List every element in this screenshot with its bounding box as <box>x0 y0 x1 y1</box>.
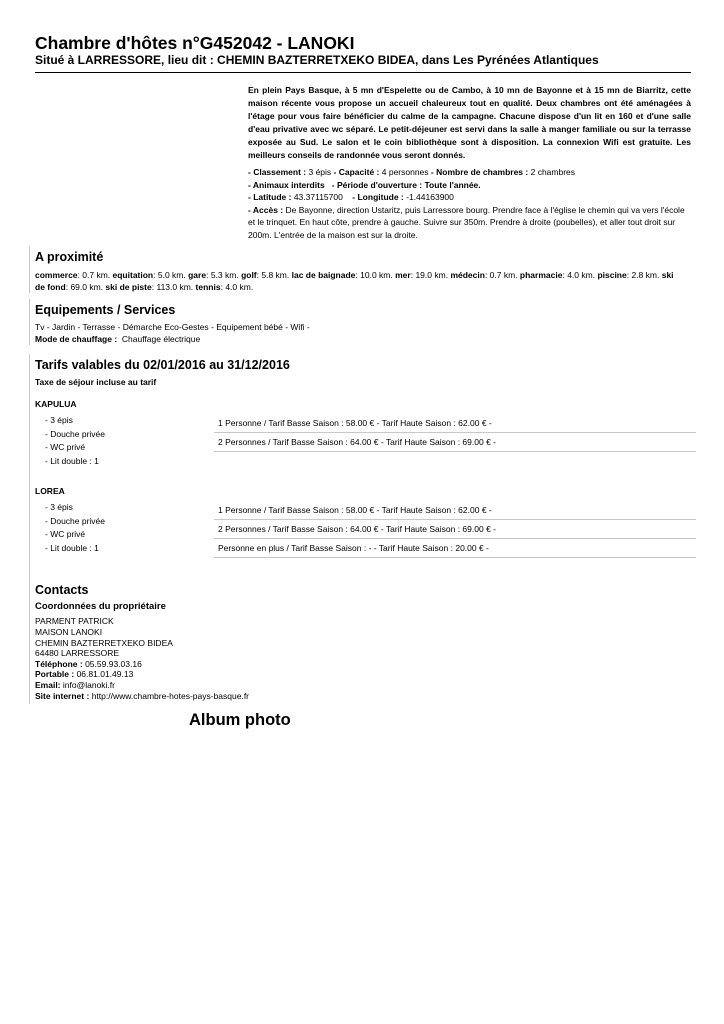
proximite-item-label: piscine <box>597 270 627 280</box>
tarifs-heading-mid: au <box>209 358 224 372</box>
proximite-item-value: 2.8 km. <box>631 270 660 280</box>
capacite-label: - Capacité : <box>333 167 380 177</box>
proximite-item-value: 0.7 km. <box>489 270 518 280</box>
owner-city: 64480 LARRESSORE <box>35 648 120 659</box>
latitude-label: - Latitude : <box>248 192 292 203</box>
price-row: 1 Personne / Tarif Basse Saison : 58.00 € - Tarif Haute Saison : 62.00 € - <box>214 501 696 520</box>
proximite-item: ski de piste: 113.0 km. <box>105 282 194 292</box>
proximite-list <box>35 269 675 293</box>
price-row: 2 Personnes / Tarif Basse Saison : 64.00 € - Tarif Haute Saison : 69.00 € - <box>214 520 696 539</box>
details-line-2 <box>248 179 691 192</box>
equipements-heading: Equipements / Services <box>35 303 176 317</box>
tarifs-section <box>29 354 697 589</box>
site-link[interactable]: http://www.chambre-hotes-pays-basque.fr <box>91 690 250 701</box>
proximite-section <box>29 246 675 293</box>
classement-label: - Classement : <box>248 167 307 177</box>
chauffage-value: Chauffage électrique <box>121 334 201 345</box>
details-line-4 <box>248 204 691 242</box>
room-name: LOREA <box>35 486 65 497</box>
details-line-3 <box>248 191 691 204</box>
proximite-item-value: 113.0 km. <box>156 282 194 292</box>
site-line <box>35 691 249 702</box>
details-line-1 <box>248 166 691 179</box>
proximite-item-label: pharmacie <box>519 270 563 280</box>
details-block <box>248 166 691 242</box>
description: En plein Pays Basque, à 5 mn d'Espelette ou de Cambo, à 10 mn de Bayonne et à 15 mn de Biarritz, cette maison récente vous propose un accueil chaleureux tout en qualité. Deux chambres ont été aménagées à l'étage pour vous faire bénéficier du calme de la campagne. Chacune dispose d'un lit en 160 et d'une salle d'eau privative avec wc séparé. Le petit-déjeuner est servi dans la salle à manger familiale ou sur la terrasse exposée au Sud. Le salon et le coin bibliothèque sont à disposition. La connexion Wifi est gratuite. Les meilleurs conseils de randonnée vous seront donnés. <box>248 85 691 160</box>
email-link[interactable]: info@lanoki.fr <box>62 679 115 690</box>
proximite-item-label: equitation <box>112 270 154 280</box>
room-kapulua <box>35 414 697 466</box>
album-heading: Album photo <box>189 711 291 729</box>
proximite-item: tennis: 4.0 km. <box>195 282 254 292</box>
equipements-list: Tv - Jardin - Terrasse - Démarche Eco-Gestes - Equipement bébé - Wifi - <box>35 322 310 332</box>
telephone-line <box>35 659 249 670</box>
room-feature: - Douche privée <box>45 515 205 529</box>
proximite-item-label: mer <box>395 270 411 280</box>
room-feature: - WC privé <box>45 441 205 455</box>
proximite-item: ski de fond: 69.0 km. <box>35 270 674 292</box>
proximite-heading: A proximité <box>35 250 104 264</box>
owner-street: CHEMIN BAZTERRETXEKO BIDEA <box>35 637 173 648</box>
portable-label: Portable : <box>35 669 75 680</box>
room-features <box>45 414 205 468</box>
proximite-item: médecin: 0.7 km. <box>450 270 518 280</box>
contacts-subheading: Coordonnées du propriétaire <box>35 601 166 612</box>
page-subtitle: Situé à LARRESSORE, lieu dit : CHEMIN BAZTERRETXEKO BIDEA, dans Les Pyrénées Atlantiques <box>35 53 599 67</box>
telephone-label: Téléphone : <box>35 658 83 669</box>
periode-label: - Période d'ouverture : Toute l'année. <box>331 179 481 190</box>
taxe-note: Taxe de séjour incluse au tarif <box>35 377 157 387</box>
contact-details <box>35 616 249 701</box>
proximite-item-label: gare <box>188 270 207 280</box>
proximite-item-label: lac de baignade <box>291 270 356 280</box>
proximite-item: golf: 5.8 km. <box>241 270 290 280</box>
room-feature: - Lit double : 1 <box>45 542 205 556</box>
email-line <box>35 680 249 691</box>
proximite-item-label: ski de fond <box>35 270 674 292</box>
proximite-item: mer: 19.0 km. <box>395 270 449 280</box>
tarifs-date-to: 31/12/2016 <box>227 358 290 372</box>
price-row: Personne en plus / Tarif Basse Saison : - - Tarif Haute Saison : 20.00 € - <box>214 539 696 558</box>
room-feature: - Douche privée <box>45 428 205 442</box>
room-feature: - 3 épis <box>45 501 205 515</box>
room-features <box>45 501 205 555</box>
proximite-item-value: 0.7 km. <box>82 270 111 280</box>
chambres-label: - Nombre de chambres : <box>430 167 529 177</box>
page-title: Chambre d'hôtes n°G452042 - LANOKI <box>35 33 355 53</box>
acces-value: De Bayonne, direction Ustaritz, puis Larressore bourg. Prendre face à l'église le chemin qui va vers l'école et le trinquet. En haut côte, prendre à gauche. Suivre sur 350m. Prendre à droite (poubelles), et aller tout droit sur 200m. L'entrée de la maison est sur la droite. <box>248 204 685 240</box>
portable-value[interactable]: 06.81.01.49.13 <box>76 669 134 680</box>
price-row: 1 Personne / Tarif Basse Saison : 58.00 € - Tarif Haute Saison : 62.00 € - <box>214 414 696 433</box>
proximite-item-label: golf <box>241 270 257 280</box>
longitude-label: - Longitude : <box>352 192 404 203</box>
room-prices <box>214 501 696 558</box>
tarifs-heading-prefix: Tarifs valables du <box>35 358 140 372</box>
room-feature: - WC privé <box>45 528 205 542</box>
animaux-label: - Animaux interdits <box>248 179 325 190</box>
owner-house: MAISON LANOKI <box>35 626 103 637</box>
chambres-value: 2 chambres <box>530 167 576 177</box>
classement-value: 3 épis <box>308 167 332 177</box>
proximite-item-value: 5.0 km. <box>157 270 186 280</box>
room-feature: - 3 épis <box>45 414 205 428</box>
capacite-value: 4 personnes <box>381 167 429 177</box>
latitude-value: 43.37115700 <box>293 192 343 203</box>
contacts-section <box>29 580 249 704</box>
site-label: Site internet : <box>35 690 90 701</box>
tarifs-heading <box>35 358 697 373</box>
longitude-value: -1.44163900 <box>406 192 454 203</box>
proximite-item-label: tennis <box>195 282 221 292</box>
proximite-item: gare: 5.3 km. <box>188 270 239 280</box>
price-row: 2 Personnes / Tarif Basse Saison : 64.00 € - Tarif Haute Saison : 69.00 € - <box>214 433 696 452</box>
acces-label: - Accès : <box>248 204 284 215</box>
proximite-item: piscine: 2.8 km. <box>597 270 660 280</box>
header-divider <box>35 72 691 73</box>
room-name: KAPULUA <box>35 399 77 410</box>
contacts-heading: Contacts <box>35 583 89 597</box>
proximite-item-value: 4.0 km. <box>225 282 254 292</box>
equipements-section <box>29 299 310 345</box>
proximite-item-value: 69.0 km. <box>70 282 104 292</box>
proximite-item-label: médecin <box>450 270 485 280</box>
proximite-item: lac de baignade: 10.0 km. <box>291 270 393 280</box>
email-label: Email: <box>35 679 61 690</box>
proximite-item-value: 10.0 km. <box>360 270 393 280</box>
proximite-item-label: commerce <box>35 270 78 280</box>
room-feature: - Lit double : 1 <box>45 455 205 469</box>
proximite-item-value: 4.0 km. <box>567 270 596 280</box>
owner-name: PARMENT PATRICK <box>35 616 114 627</box>
tarifs-date-from: 02/01/2016 <box>143 358 206 372</box>
room-prices <box>214 414 696 452</box>
telephone-value[interactable]: 05.59.93.03.16 <box>85 658 142 669</box>
proximite-item-value: 5.3 km. <box>210 270 239 280</box>
proximite-item: pharmacie: 4.0 km. <box>519 270 596 280</box>
room-lorea <box>35 501 697 557</box>
proximite-item: commerce: 0.7 km. <box>35 270 111 280</box>
portable-line <box>35 669 249 680</box>
proximite-item: equitation: 5.0 km. <box>112 270 186 280</box>
chauffage-label: Mode de chauffage : <box>35 334 118 345</box>
proximite-item-value: 19.0 km. <box>415 270 449 280</box>
chauffage-line <box>35 334 310 345</box>
proximite-item-label: ski de piste <box>105 282 152 292</box>
proximite-item-value: 5.8 km. <box>261 270 290 280</box>
